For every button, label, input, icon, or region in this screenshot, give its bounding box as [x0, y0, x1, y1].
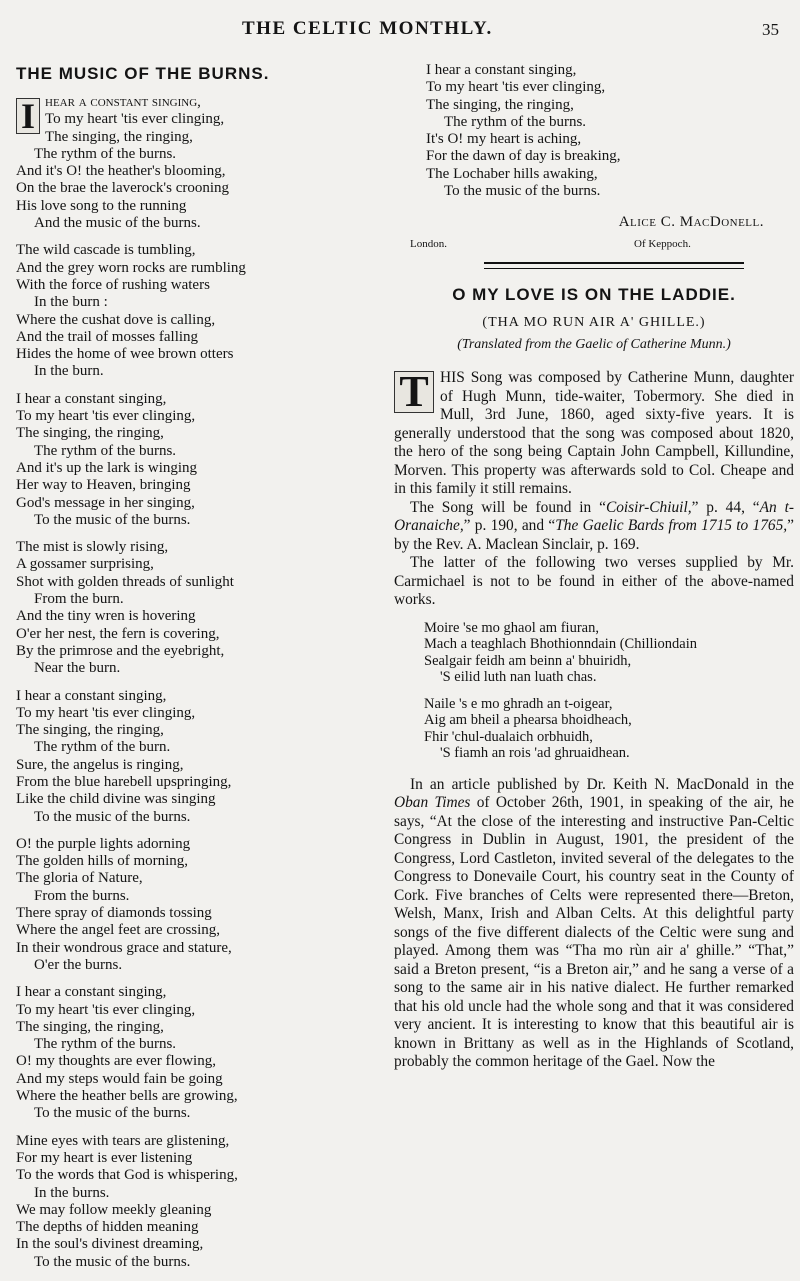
poem-line: To my heart 'tis ever clinging, [426, 79, 606, 96]
paragraph-text: ” p. 190, and “ [463, 517, 556, 535]
poem-signature [394, 210, 794, 260]
poem-line: hear a constant singing, [45, 94, 201, 110]
poem-line: And the tiny wren is hovering [16, 608, 196, 625]
poem-line: Mine eyes with tears are glistening, [16, 1132, 230, 1149]
right-column [394, 62, 794, 1072]
poem-line: I hear a constant singing, [16, 390, 167, 407]
poem-stanza [16, 94, 388, 232]
poem-line: Where the cushat dove is calling, [16, 311, 216, 328]
poem-stanza [16, 1133, 388, 1271]
poem-line: From the burns. [34, 887, 130, 904]
poem-line: The depths of hidden meaning [16, 1219, 199, 1236]
poem-line: The Lochaber hills awaking, [426, 165, 598, 182]
verse-line: 'S eilid luth nan luath chas. [440, 669, 597, 686]
poem-line: The rythm of the burns. [444, 113, 587, 130]
poem-line: And it's O! the heather's blooming, [16, 163, 226, 180]
poem-line: The gloria of Nature, [16, 870, 143, 887]
work-title: The Gaelic Bards from 1715 to 1765, [555, 517, 788, 535]
decorated-initial: T [394, 371, 434, 413]
article-paragraph [394, 499, 794, 555]
poem-line: In the burns. [34, 1184, 110, 1201]
paragraph-text: The Song will be found in “ [410, 498, 606, 516]
poem-line: Near the burn. [34, 660, 121, 677]
poem-line: On the brae the laverock's crooning [16, 180, 230, 197]
poem-line: From the blue harebell upspringing, [16, 773, 232, 790]
poem-line: Like the child divine was singing [16, 791, 216, 808]
poem-line: O! my thoughts are ever flowing, [16, 1053, 216, 1070]
poem-line: To the words that God is whispering, [16, 1167, 238, 1184]
paragraph-text: ” p. 44, “ [691, 498, 760, 516]
poem-line: For my heart is ever listening [16, 1149, 193, 1166]
poem-line: The mist is slowly rising, [16, 539, 169, 556]
poem-line: In the burn : [34, 294, 108, 311]
verse-line: Mach a teaghlach Bhothionndain (Chilliondain [424, 636, 698, 653]
running-header [0, 18, 800, 46]
verse-line: Sealgair feidh am beinn a' bhuiridh, [424, 652, 632, 669]
poem-line: The rythm of the burns. [34, 442, 177, 459]
paragraph-text: In an article published by Dr. Keith N. MacDonald in the [410, 775, 794, 793]
poem-line: The rythm of the burns. [34, 1036, 177, 1053]
poem-line: In their wondrous grace and stature, [16, 939, 232, 956]
author-affiliation: Of Keppoch. [634, 238, 691, 251]
poem-stanza [16, 539, 388, 677]
poem-line: In the burn. [34, 363, 104, 380]
article-subtitle: (THA MO RUN AIR A' GHILLE.) [482, 315, 706, 331]
poem-line: There spray of diamonds tossing [16, 905, 212, 922]
poem-stanza [394, 62, 794, 200]
poem-line: To my heart 'tis ever clinging, [45, 111, 225, 128]
verse-line: Aig am bheil a phearsa bhoidheach, [424, 712, 632, 729]
gaelic-verse [424, 620, 794, 686]
poem-line: His love song to the running [16, 197, 187, 214]
section-divider [484, 262, 744, 269]
poem-line: And the grey worn rocks are rumbling [16, 259, 246, 276]
poem-line: Sure, the angelus is ringing, [16, 756, 184, 773]
poem-line: It's O! my heart is aching, [426, 131, 582, 148]
poem-line: And my steps would fain be going [16, 1070, 223, 1087]
poem-line: Shot with golden threads of sunlight [16, 573, 234, 590]
poem-line: The singing, the ringing, [16, 425, 164, 442]
poem-stanza [16, 242, 388, 380]
poem-stanza [16, 836, 388, 974]
poem-line: The singing, the ringing, [16, 1018, 164, 1035]
verse-line: Naile 's e mo ghradh an t-oigear, [424, 695, 613, 712]
poem-line: Where the angel feet are crossing, [16, 922, 221, 939]
poem-line: The rythm of the burns. [34, 145, 177, 162]
poem-line: The singing, the ringing, [45, 128, 193, 145]
paragraph-text: of October 26th, 1901, in speaking of the air, he says, “At the close of the interesting and instructive Pan-Celtic Congress in Dublin in August, 1901, the president of the Congress, Lord Castleton, invited several of the delegates to the Congress to Donevaile Court, his country seat in the County of Cork. Five branches of Celts were represented there—Breton, Welsh, Manx, Irish and Alban Celts. At this delightful party songs of the five different dialects of the Celtic were sung and played. Among them was “Tha mo rùn air a' ghille.” “That,” said a Breton present, “is a Breton air,” and he sang a verse of a song to the same air in his native dialect. He further remarked that his old uncle had the whole song and that it was considered very ancient. It is interesting to know that this beautiful air is known in Brittany as well as in the Highlands of Scotland, probably the common heritage of the Gael. Now the [394, 794, 794, 1071]
poem-line: For the dawn of day is breaking, [426, 148, 621, 165]
verse-line: Moire 'se mo ghaol am fiuran, [424, 619, 599, 636]
left-column [16, 62, 388, 1281]
poem-line: To the music of the burns. [444, 183, 601, 200]
poem-line: I hear a constant singing, [16, 687, 167, 704]
poem-line: And the music of the burns. [34, 215, 201, 232]
poem-stanza [16, 984, 388, 1122]
paragraph-text: ” by the Rev. A. Maclean Sinclair, p. 169. [394, 517, 794, 553]
poem-line: To my heart 'tis ever clinging, [16, 1001, 196, 1018]
newspaper-title: Oban Times [394, 794, 471, 812]
poem-line: The singing, the ringing, [426, 96, 574, 113]
poem-line: Hides the home of wee brown otters [16, 346, 234, 363]
poem-line: We may follow meekly gleaning [16, 1201, 212, 1218]
poem-line: To my heart 'tis ever clinging, [16, 704, 196, 721]
poem-line: By the primrose and the eyebright, [16, 642, 225, 659]
article-translation-note: (Translated from the Gaelic of Catherine Munn.) [457, 337, 731, 353]
poem-line: The rythm of the burn. [34, 739, 171, 756]
journal-title: THE CELTIC MONTHLY. [242, 18, 493, 39]
poem-line: The singing, the ringing, [16, 722, 164, 739]
poem-line: To the music of the burns. [34, 1253, 191, 1270]
poem-stanza [16, 391, 388, 529]
poem-line: O'er her nest, the fern is covering, [16, 625, 220, 642]
poem-line: From the burn. [34, 591, 124, 608]
poem-line: To my heart 'tis ever clinging, [16, 408, 196, 425]
verse-line: 'S fiamh an rois 'ad ghruaidhean. [440, 745, 630, 762]
poem-line: And the trail of mosses falling [16, 328, 199, 345]
poem-line: God's message in her singing, [16, 494, 195, 511]
poem-stanza [16, 688, 388, 826]
poem-line: And it's up the lark is winging [16, 459, 198, 476]
poem-line: I hear a constant singing, [426, 62, 577, 78]
poem-line: A gossamer surprising, [16, 556, 154, 573]
poem-title: THE MUSIC OF THE BURNS. [16, 64, 270, 83]
poem-line: With the force of rushing waters [16, 276, 210, 293]
work-title: Coisir-Chiuil, [605, 498, 692, 516]
poem-line: The wild cascade is tumbling, [16, 242, 196, 259]
author-name: Alice C. MacDonell. [618, 214, 764, 231]
poem-line: Where the heather bells are growing, [16, 1088, 238, 1105]
paragraph-text: HIS Song was composed by Catherine Munn, daughter of Hugh Munn, tide-waiter, Tobermory. She died in Mull, 3rd June, 1860, aged sixty-five years. It is generally understood that the song was composed about 1820, the hero of the song being Captain John Campbell, Killundine, Morven. This property was afterwards sold to Col. Cheape and in this family it still remains. [394, 369, 794, 498]
poem-line: In the soul's divinest dreaming, [16, 1236, 204, 1253]
poem-line: The golden hills of morning, [16, 853, 189, 870]
article-paragraph [394, 369, 794, 499]
page-number: 35 [762, 20, 779, 39]
poem-line: Her way to Heaven, bringing [16, 477, 191, 494]
poem-line: I hear a constant singing, [16, 984, 167, 1001]
article-paragraph: The latter of the following two verses supplied by Mr. Carmichael is not to be found in either of the above-named works. [394, 554, 794, 609]
work-title: An t-Oranaiche, [394, 498, 794, 535]
decorated-initial: I [16, 98, 40, 134]
poem-line: O! the purple lights adorning [16, 835, 191, 852]
poem-line: To the music of the burns. [34, 511, 191, 528]
poem-line: O'er the burns. [34, 956, 123, 973]
poem-line: To the music of the burns. [34, 808, 191, 825]
article-paragraph [394, 776, 794, 1072]
verse-line: Fhir 'chul-dualaich orbhuidh, [424, 728, 593, 745]
poem-line: To the music of the burns. [34, 1105, 191, 1122]
author-place: London. [410, 238, 447, 251]
article-title: O MY LOVE IS ON THE LADDIE. [452, 285, 736, 305]
gaelic-verse [424, 696, 794, 762]
